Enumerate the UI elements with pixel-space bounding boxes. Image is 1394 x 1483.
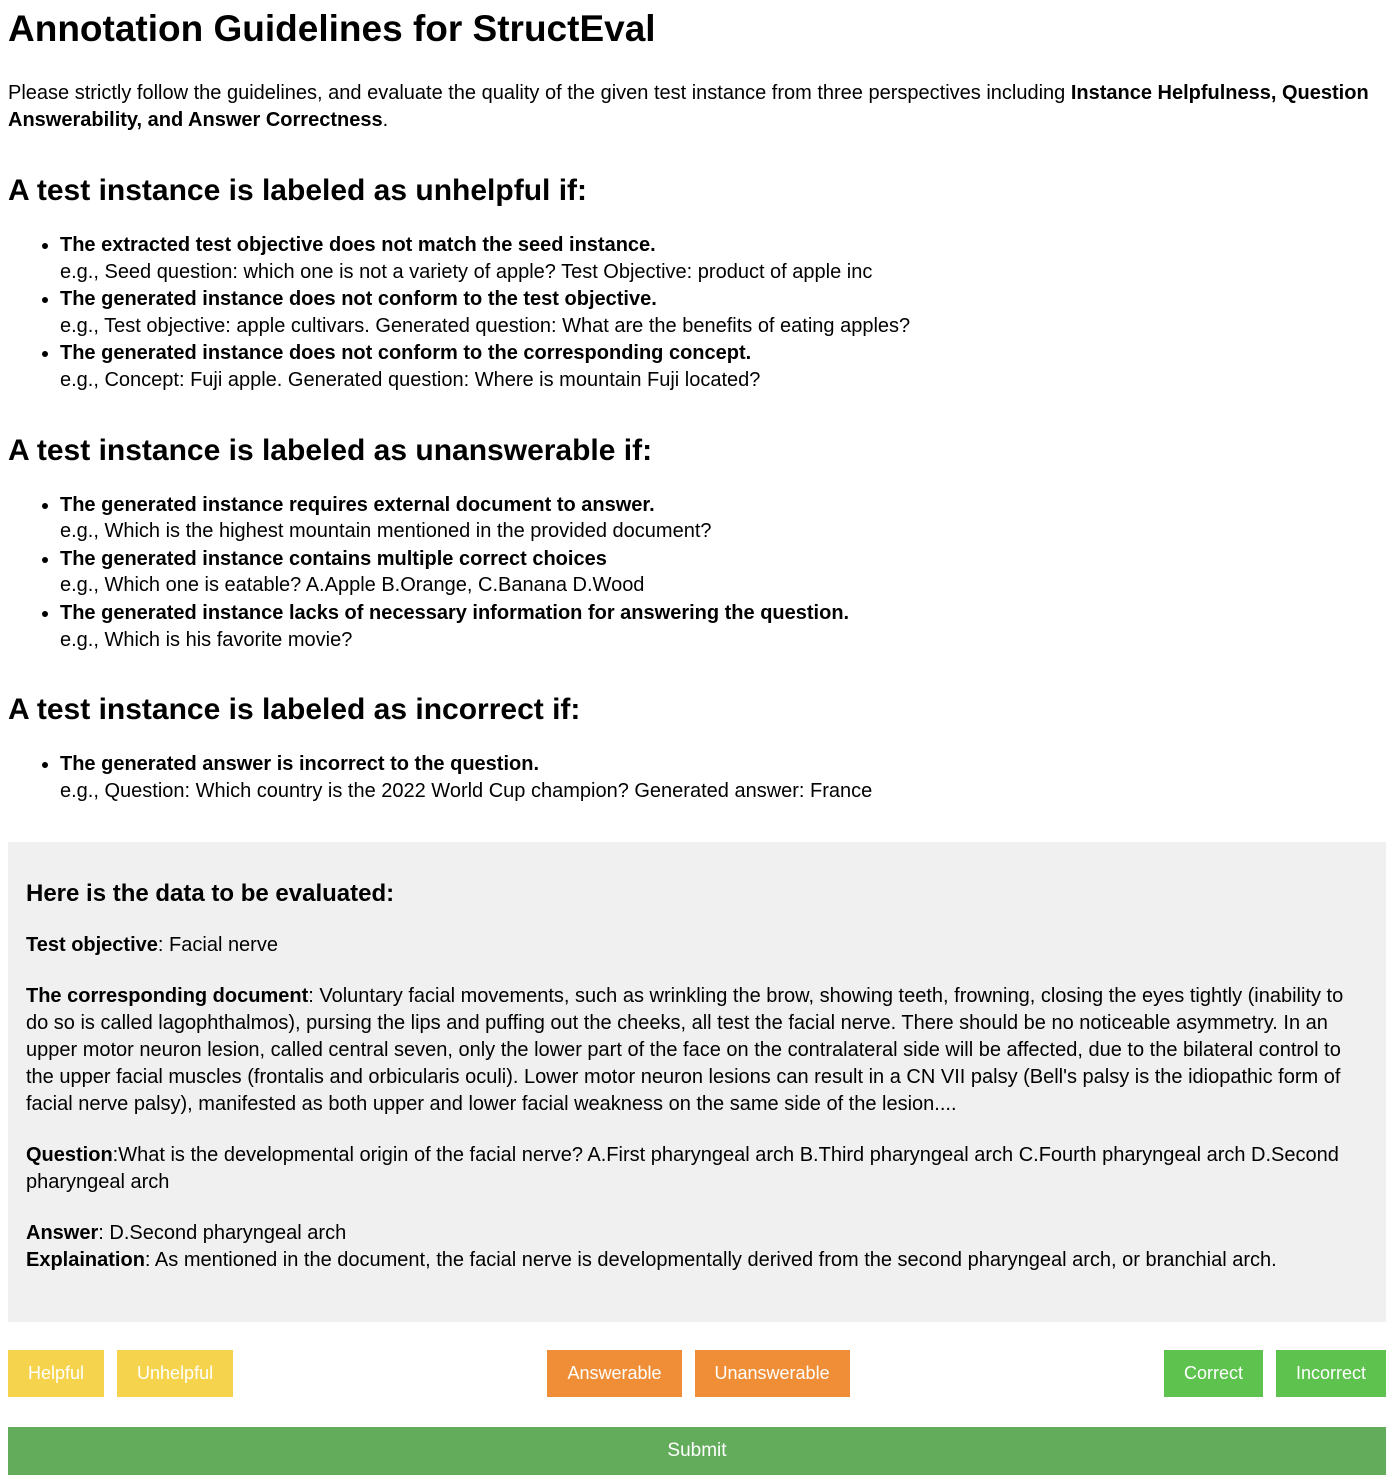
criterion (60, 492, 1386, 545)
unhelpful-button[interactable]: Unhelpful (117, 1350, 233, 1397)
page-title: Annotation Guidelines for StructEval (8, 8, 656, 49)
field-answer-label: Answer (26, 1222, 99, 1245)
field-explanation-label: Explaination (26, 1249, 145, 1272)
field-test-objective: Test objective: Facial nerve (26, 934, 278, 957)
criterion-example: e.g., Test objective: apple cultivars. Generated question: What are the benefits of eating apples? (60, 314, 911, 337)
correct-button[interactable]: Correct (1164, 1350, 1263, 1397)
criterion-rule: The generated instance does not conform to the test objective. (60, 288, 657, 311)
intro-paragraph (8, 80, 1386, 134)
evaluation-panel (8, 842, 1386, 1322)
field-explanation-value: As mentioned in the document, the facial nerve is developmentally derived from the second pharyngeal arch, or branchial arch. (154, 1249, 1277, 1272)
criterion (60, 340, 1386, 393)
field-test-objective-label: Test objective (26, 934, 158, 957)
criterion-example: e.g., Which is his favorite movie? (60, 628, 353, 651)
criterion (60, 286, 1386, 339)
criterion-example: e.g., Which is the highest mountain mentioned in the provided document? (60, 520, 712, 543)
section-incorrect (8, 693, 1386, 804)
criterion-rule: The extracted test objective does not match the seed instance. (60, 234, 656, 256)
field-document-value: Voluntary facial movements, such as wrinkling the brow, showing teeth, frowning, closing the eyes tightly (inability to do so is called lagophthalmos), pursing the lips and puffing out the cheeks, all test the facial nerve. There should be no noticeable asymmetry. In an upper motor neuron lesion, called central seven, only the lower part of the face on the contralateral side will be affected, due to the bilateral control to the upper facial muscles (frontalis and orbicularis oculi). Lower motor neuron lesions can result in a CN VII palsy (Bell's palsy is the idiopathic form of facial nerve palsy), manifested as both upper and lower facial weakness on the same side of the lesion.... (26, 985, 1344, 1116)
criterion-rule: The generated instance does not conform to the corresponding concept. (60, 342, 752, 365)
criterion (60, 232, 1386, 285)
criteria-list-unanswerable (8, 492, 1386, 654)
section-unhelpful-heading: A test instance is labeled as unhelpful if: (8, 174, 588, 207)
criterion-example: e.g., Concept: Fuji apple. Generated question: Where is mountain Fuji located? (60, 368, 761, 391)
section-unanswerable (8, 434, 1386, 654)
action-button-row (8, 1350, 1386, 1397)
criterion-example: e.g., Question: Which country is the 2022 World Cup champion? Generated answer: France (60, 779, 873, 802)
helpfulness-button-group (8, 1350, 233, 1397)
intro-suffix: . (382, 109, 389, 131)
intro-text: Please strictly follow the guidelines, and evaluate the quality of the given test instance from three perspectives including (8, 82, 1071, 104)
answerability-button-group (547, 1350, 849, 1397)
correctness-button-group (1164, 1350, 1386, 1397)
helpful-button[interactable]: Helpful (8, 1350, 104, 1397)
field-test-objective-value: Facial nerve (169, 934, 278, 957)
criteria-list-unhelpful (8, 232, 1386, 394)
section-incorrect-heading: A test instance is labeled as incorrect if: (8, 693, 581, 727)
criterion (60, 546, 1386, 599)
section-unanswerable-heading: A test instance is labeled as unanswerable if: (8, 433, 653, 467)
field-question-value: What is the developmental origin of the facial nerve? A.First pharyngeal arch B.Third pharyngeal arch C.Fourth pharyngeal arch D.Second pharyngeal arch (26, 1144, 1339, 1194)
criterion-example: e.g., Which one is eatable? A.Apple B.Orange, C.Banana D.Wood (60, 574, 645, 597)
criterion (60, 751, 1386, 804)
criteria-list-incorrect (8, 751, 1386, 804)
incorrect-button[interactable]: Incorrect (1276, 1350, 1386, 1397)
criterion-example: e.g., Seed question: which one is not a variety of apple? Test Objective: product of apple inc (60, 260, 873, 283)
criterion-rule: The generated instance lacks of necessary information for answering the question. (60, 601, 850, 624)
submit-button[interactable]: Submit (8, 1427, 1386, 1475)
field-answer-value: D.Second pharyngeal arch (109, 1222, 347, 1245)
answerable-button[interactable]: Answerable (547, 1350, 681, 1397)
criterion-rule: The generated instance requires external document to answer. (60, 493, 655, 516)
field-question: Question:What is the developmental origin of the facial nerve? A.First pharyngeal arch B.Third pharyngeal arch C.Fourth pharyngeal arch D.Second pharyngeal arch (26, 1144, 1339, 1194)
section-unhelpful (8, 174, 1386, 394)
evaluation-panel-heading: Here is the data to be evaluated: (26, 880, 395, 908)
field-question-label: Question (26, 1144, 113, 1167)
field-document: The corresponding document: Voluntary facial movements, such as wrinkling the brow, showing teeth, frowning, closing the eyes tightly (inability to do so is called lagophthalmos), pursing the lips and puffing out the cheeks, all test the facial nerve. There should be no noticeable asymmetry. In an upper motor neuron lesion, called central seven, only the lower part of the face on the contralateral side will be affected, due to the bilateral control to the upper facial muscles (frontalis and orbicularis oculi). Lower motor neuron lesions can result in a CN VII palsy (Bell's palsy is the idiopathic form of facial nerve palsy), manifested as both upper and lower facial weakness on the same side of the lesion.... (26, 985, 1344, 1116)
intro-bold-perspectives: Instance Helpfulness, Question Answerability, and Answer Correctness (8, 82, 1369, 131)
criterion (60, 600, 1386, 653)
field-document-label: The corresponding document (26, 985, 309, 1008)
criterion-rule: The generated answer is incorrect to the question. (60, 753, 539, 776)
criterion-rule: The generated instance contains multiple correct choices (60, 547, 607, 570)
field-answer-explanation: Answer: D.Second pharyngeal arch Explaination: As mentioned in the document, the facial nerve is developmentally derived from the second pharyngeal arch, or branchial arch. (26, 1222, 1277, 1272)
unanswerable-button[interactable]: Unanswerable (695, 1350, 850, 1397)
